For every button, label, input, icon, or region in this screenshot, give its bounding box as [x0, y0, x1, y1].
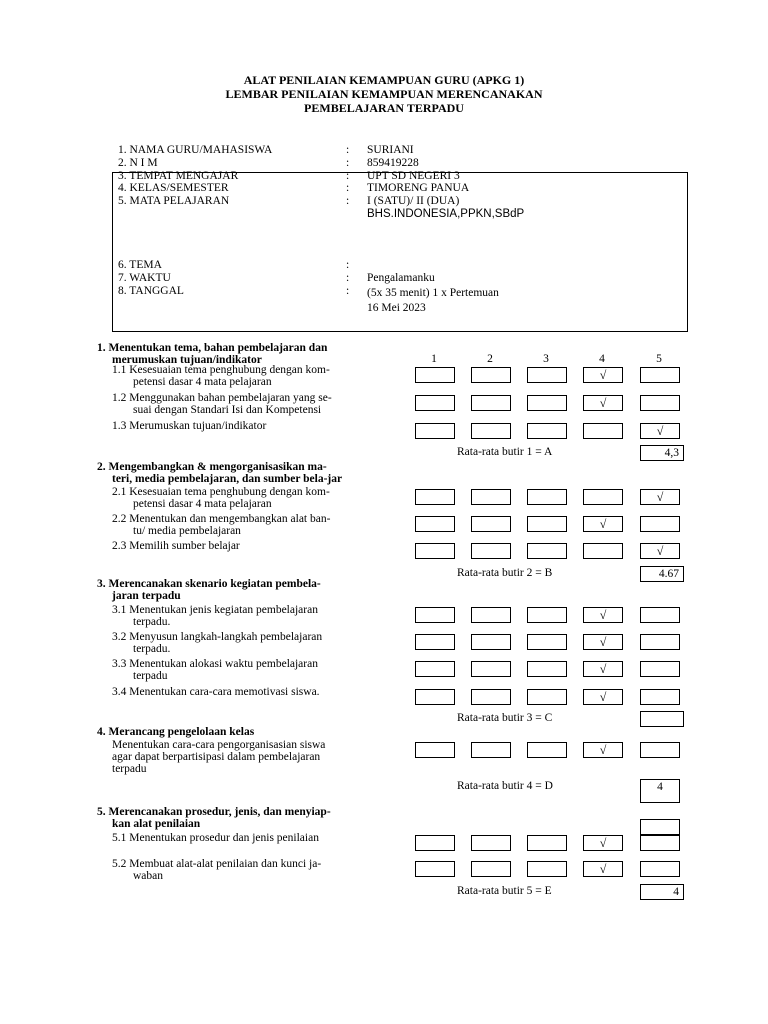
identity-value: BHS.INDONESIA,PPKN,SBdP	[367, 208, 525, 220]
score-checkbox[interactable]: √	[583, 742, 623, 758]
identity-value: I (SATU)/ II (DUA)	[367, 195, 460, 207]
score-checkbox[interactable]	[583, 489, 623, 505]
identity-label: 4. KELAS/SEMESTER	[118, 182, 229, 194]
score-checkbox[interactable]: √	[583, 689, 623, 705]
form-subtitle: LEMBAR PENILAIAN KEMAMPUAN MERENCANAKAN	[225, 87, 543, 101]
criterion-text: petensi dasar 4 mata pelajaran	[133, 498, 272, 510]
identity-label: 1. NAMA GURU/MAHASISWA	[118, 144, 273, 156]
criterion-text: agar dapat berpartisipasi dalam pembelajaran	[112, 751, 321, 763]
scale-number: 1	[431, 353, 437, 365]
score-checkbox[interactable]	[415, 634, 455, 650]
score-checkbox[interactable]: √	[583, 861, 623, 877]
identity-value: SURIANI	[367, 144, 414, 156]
scale-number: 3	[543, 353, 549, 365]
score-checkbox[interactable]	[640, 835, 680, 851]
average-score-box: 4,3	[640, 445, 684, 461]
identity-label: 8. TANGGAL	[118, 285, 184, 297]
score-checkbox[interactable]	[471, 423, 511, 439]
score-checkbox[interactable]	[527, 489, 567, 505]
average-label: Rata-rata butir 1 = A	[457, 446, 553, 458]
score-checkbox[interactable]	[640, 819, 680, 835]
criterion-text: suai dengan Standari Isi dan Kompetensi	[133, 404, 322, 416]
score-checkbox[interactable]: √	[640, 423, 680, 439]
identity-label: 7. WAKTU	[118, 272, 171, 284]
criterion-text: 1.2 Menggunakan bahan pembelajaran yang se-	[112, 392, 332, 404]
identity-label: 6. TEMA	[118, 259, 162, 271]
identity-value: Pengalamanku	[367, 272, 435, 284]
scale-number: 2	[487, 353, 493, 365]
score-checkbox[interactable]	[415, 516, 455, 532]
score-checkbox[interactable]	[640, 395, 680, 411]
average-score-box	[640, 711, 684, 727]
average-label: Rata-rata butir 2 = B	[457, 567, 553, 579]
score-checkbox[interactable]	[471, 835, 511, 851]
criterion-text: 3.4 Menentukan cara-cara memotivasi siswa.	[112, 686, 320, 698]
score-checkbox[interactable]	[471, 607, 511, 623]
score-checkbox[interactable]	[415, 661, 455, 677]
score-checkbox[interactable]	[415, 367, 455, 383]
score-checkbox[interactable]: √	[583, 634, 623, 650]
identity-value: (5x 35 menit) 1 x Pertemuan	[367, 287, 499, 299]
criterion-text: 5.2 Membuat alat-alat penilaian dan kunci ja-	[112, 858, 322, 870]
average-label: Rata-rata butir 5 = E	[457, 885, 552, 897]
section-title: 4. Merancang pengelolaan kelas	[97, 726, 255, 738]
score-checkbox[interactable]	[527, 543, 567, 559]
criterion-text: Menentukan cara-cara pengorganisasian siswa	[112, 739, 326, 751]
score-checkbox[interactable]	[471, 742, 511, 758]
section-title: merumuskan tujuan/indikator	[112, 354, 262, 366]
score-checkbox[interactable]	[415, 835, 455, 851]
scale-number: 5	[656, 353, 662, 365]
identity-colon: :	[346, 182, 350, 194]
score-checkbox[interactable]	[527, 607, 567, 623]
criterion-text: tu/ media pembelajaran	[133, 525, 241, 537]
score-checkbox[interactable]	[415, 742, 455, 758]
score-checkbox[interactable]	[471, 689, 511, 705]
criterion-text: 3.2 Menyusun langkah-langkah pembelajaran	[112, 631, 323, 643]
score-checkbox[interactable]	[415, 423, 455, 439]
score-checkbox[interactable]	[471, 516, 511, 532]
identity-value: UPT SD NEGERI 3	[367, 170, 460, 182]
average-label: Rata-rata butir 3 = C	[457, 712, 553, 724]
score-checkbox[interactable]	[471, 367, 511, 383]
score-checkbox[interactable]: √	[640, 543, 680, 559]
score-checkbox[interactable]	[640, 516, 680, 532]
score-checkbox[interactable]: √	[583, 367, 623, 383]
criterion-text: terpadu	[112, 763, 147, 775]
criterion-text: terpadu.	[133, 616, 171, 628]
criterion-text: 2.2 Menentukan dan mengembangkan alat ban-	[112, 513, 331, 525]
score-checkbox[interactable]: √	[583, 395, 623, 411]
section-title: 3. Merencanakan skenario kegiatan pembela-	[97, 578, 321, 590]
score-checkbox[interactable]	[640, 367, 680, 383]
score-checkbox[interactable]: √	[583, 516, 623, 532]
identity-label: 5. MATA PELAJARAN	[118, 195, 230, 207]
score-checkbox[interactable]	[583, 543, 623, 559]
score-checkbox[interactable]	[415, 607, 455, 623]
score-checkbox[interactable]: √	[583, 607, 623, 623]
identity-value: TIMORENG PANUA	[367, 182, 470, 194]
score-checkbox[interactable]: √	[640, 489, 680, 505]
score-checkbox[interactable]	[640, 607, 680, 623]
score-checkbox[interactable]	[640, 661, 680, 677]
score-checkbox[interactable]	[640, 742, 680, 758]
score-checkbox[interactable]	[471, 861, 511, 877]
criterion-text: 3.3 Menentukan alokasi waktu pembelajaran	[112, 658, 318, 670]
score-checkbox[interactable]	[640, 861, 680, 877]
score-checkbox[interactable]	[527, 423, 567, 439]
identity-colon: :	[346, 285, 350, 297]
score-checkbox[interactable]	[527, 689, 567, 705]
section-title: 5. Merencanakan prosedur, jenis, dan menyiap-	[97, 806, 331, 818]
average-label: Rata-rata butir 4 = D	[457, 780, 553, 792]
criterion-text: 2.1 Kesesuaian tema penghubung dengan kom-	[112, 486, 330, 498]
identity-value: 16 Mei 2023	[367, 302, 426, 314]
identity-colon: :	[346, 170, 350, 182]
identity-colon: :	[346, 272, 350, 284]
score-checkbox[interactable]	[527, 634, 567, 650]
criterion-text: 2.3 Memilih sumber belajar	[112, 540, 240, 552]
criterion-text: 1.3 Merumuskan tujuan/indikator	[112, 420, 267, 432]
identity-value: 859419228	[367, 157, 419, 169]
average-score-box: 4	[640, 884, 684, 900]
section-title: jaran terpadu	[112, 590, 181, 602]
score-checkbox[interactable]	[471, 489, 511, 505]
identity-colon: :	[346, 144, 350, 156]
identity-colon: :	[346, 195, 350, 207]
score-checkbox[interactable]: √	[583, 835, 623, 851]
score-checkbox[interactable]	[583, 423, 623, 439]
score-checkbox[interactable]: √	[583, 661, 623, 677]
identity-label: 2. N I M	[118, 157, 158, 169]
score-checkbox[interactable]	[527, 395, 567, 411]
average-score-box: 4	[640, 779, 680, 803]
section-title: kan alat penilaian	[112, 818, 201, 830]
score-checkbox[interactable]	[640, 634, 680, 650]
score-checkbox[interactable]	[527, 742, 567, 758]
form-title: ALAT PENILAIAN KEMAMPUAN GURU (APKG 1)	[243, 73, 525, 87]
score-checkbox[interactable]	[471, 661, 511, 677]
score-checkbox[interactable]	[471, 395, 511, 411]
criterion-text: petensi dasar 4 mata pelajaran	[133, 376, 272, 388]
score-checkbox[interactable]	[527, 367, 567, 383]
form-subtitle-2: PEMBELAJARAN TERPADU	[304, 101, 464, 115]
score-checkbox[interactable]	[640, 689, 680, 705]
score-checkbox[interactable]	[415, 489, 455, 505]
criterion-text: terpadu.	[133, 643, 171, 655]
criterion-text: 5.1 Menentukan prosedur dan jenis penilaian	[112, 832, 319, 844]
score-checkbox[interactable]	[527, 861, 567, 877]
scale-number: 4	[599, 353, 605, 365]
score-checkbox[interactable]	[527, 835, 567, 851]
criterion-text: waban	[133, 870, 164, 882]
identity-colon: :	[346, 259, 350, 271]
average-score-box: 4.67	[640, 566, 684, 582]
section-title: teri, media pembelajaran, dan sumber bela-jar	[112, 473, 343, 485]
identity-label: 3. TEMPAT MENGAJAR	[118, 170, 239, 182]
score-checkbox[interactable]	[415, 861, 455, 877]
section-title: 1. Menentukan tema, bahan pembelajaran dan	[97, 342, 328, 354]
score-checkbox[interactable]	[527, 661, 567, 677]
score-checkbox[interactable]	[471, 634, 511, 650]
criterion-text: terpadu	[133, 670, 168, 682]
score-checkbox[interactable]	[415, 395, 455, 411]
score-checkbox[interactable]	[471, 543, 511, 559]
identity-colon: :	[346, 157, 350, 169]
section-title: 2. Mengembangkan & mengorganisasikan ma-	[97, 461, 327, 473]
score-checkbox[interactable]	[527, 516, 567, 532]
score-checkbox[interactable]	[415, 689, 455, 705]
score-checkbox[interactable]	[415, 543, 455, 559]
criterion-text: 3.1 Menentukan jenis kegiatan pembelajaran	[112, 604, 318, 616]
criterion-text: 1.1 Kesesuaian tema penghubung dengan kom-	[112, 364, 330, 376]
